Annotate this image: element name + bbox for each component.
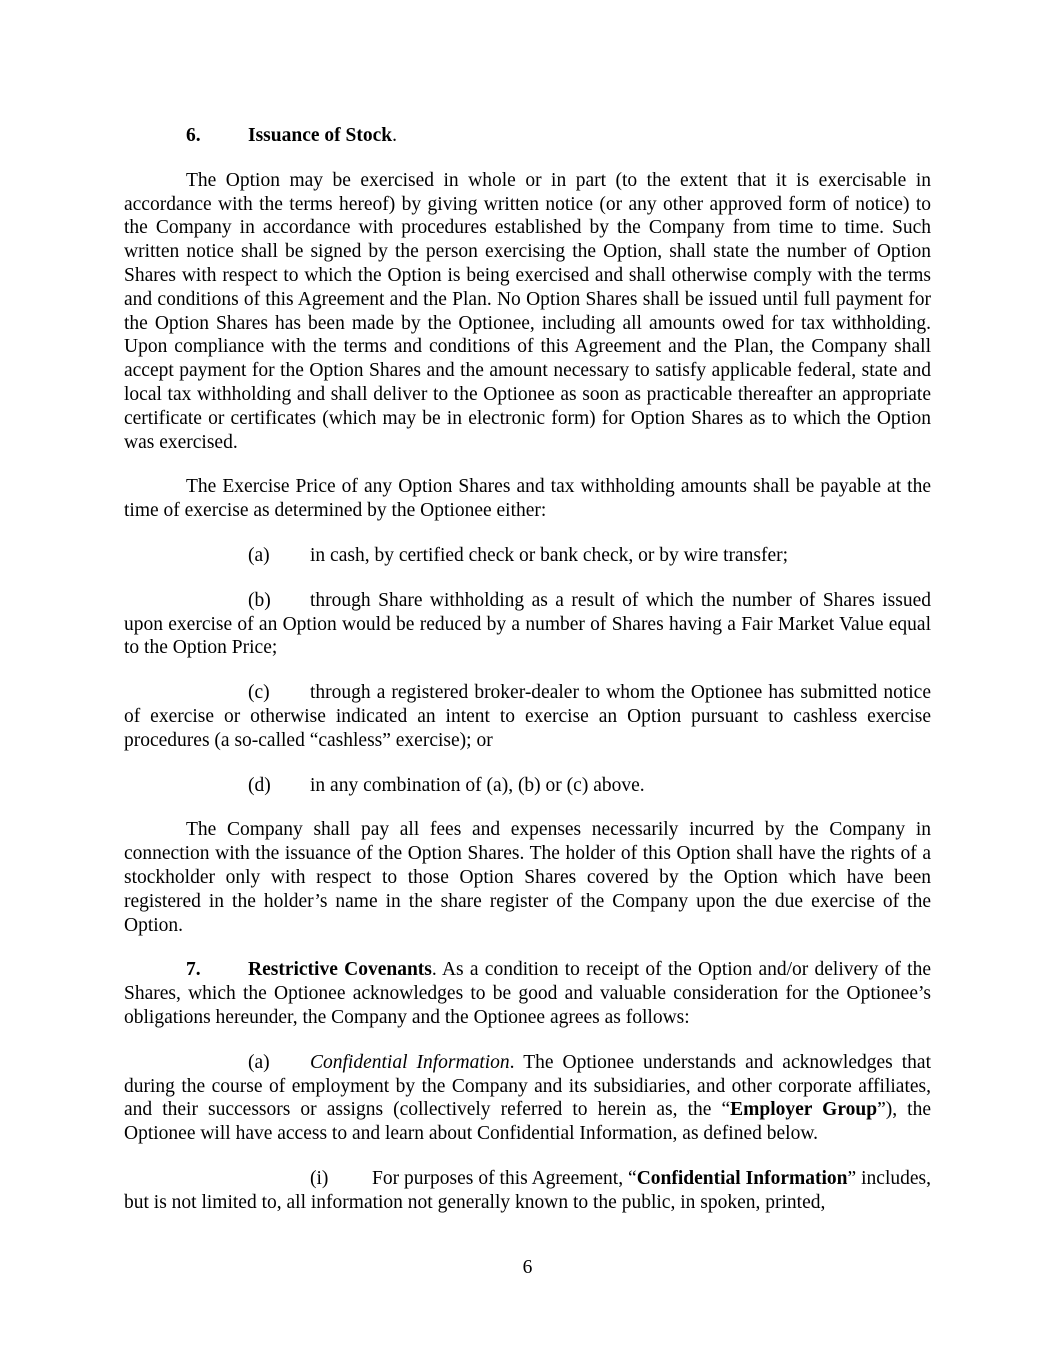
section-7-item-a-text-1: . The Optionee understands and acknowledges that during the course of employment by the Company and its subsidiaries, and other corporate affiliates, and their successors or assigns (collectively referred to herein as, the “ xyxy=(124,1051,931,1121)
section-7-item-a-label: (a) xyxy=(248,1051,270,1073)
section-7-number: 7. xyxy=(186,959,201,981)
section-6-number: 6. xyxy=(186,125,201,146)
page-number: 6 xyxy=(522,1257,533,1278)
section-7-item-i-text-1: For purposes of this Agreement, “ xyxy=(372,1167,637,1189)
section-7-item-a-text-2: ”), the Optionee will have access to and learn about Confidential Information, as defined below. xyxy=(124,1099,931,1145)
list-item-c-text: through a registered broker-dealer to whom the Optionee has submitted notice of exercise or otherwise indicated an intent to exercise an Option pursuant to cashless exercise procedures (a so-called “cashless” exercise); or xyxy=(124,682,931,751)
section-7-title: Restrictive Covenants xyxy=(248,959,432,981)
section-7-item-i xyxy=(124,1167,931,1215)
section-6-title: Issuance of Stock xyxy=(248,125,393,146)
section-7-item-a-term: Employer Group xyxy=(730,1099,878,1121)
section-7-item-i-term: Confidential Information xyxy=(636,1167,848,1189)
section-7-intro: . As a condition to receipt of the Option and/or delivery of the Shares, which the Optionee acknowledges to be good and valuable consideration for the Optionee’s obligations hereunder, the Company and the Optionee agrees as follows: xyxy=(124,959,931,1028)
document-page xyxy=(124,124,931,1214)
section-7-item-a xyxy=(124,1051,931,1146)
section-6-paragraph-1: The Option may be exercised in whole or in part (to the extent that it is exercisable in accordance with the terms hereof) by giving written notice (or any other approved form of notice) to the Company in accordance with procedures established by the Company from time to time. Such written notice shall be signed by the person exercising the Option, shall state the number of Option Shares with respect to which the Option is being exercised and shall otherwise comply with the terms and conditions of this Agreement and the Plan. No Option Shares shall be issued until full payment for the Option Shares has been made by the Optionee, including all amounts owed for tax withholding. Upon compliance with the terms and conditions of this Agreement and the Plan, the Company shall accept payment for the Option Shares and the amount necessary to satisfy applicable federal, state and local tax withholding and shall deliver to the Optionee as soon as practicable thereafter an appropriate certificate or certificates (which may be in electronic form) for Option Shares as to which the Option was exercised. xyxy=(124,169,931,453)
list-item-b-label: (b) xyxy=(248,589,271,611)
list-item-a-text: in cash, by certified check or bank check, or by wire transfer; xyxy=(310,544,789,566)
list-item-d xyxy=(124,774,931,798)
list-item-a xyxy=(124,544,931,568)
list-item-c-label: (c) xyxy=(248,682,270,704)
list-item-d-label: (d) xyxy=(248,774,271,796)
list-item-b-text: through Share withholding as a result of which the number of Shares issued upon exercise of an Option would be reduced by a number of Shares having a Fair Market Value equal to the Option Price; xyxy=(124,589,931,659)
section-6-heading xyxy=(124,124,931,148)
list-item-a-label: (a) xyxy=(248,544,270,566)
list-item-c xyxy=(124,681,931,752)
list-item-d-text: in any combination of (a), (b) or (c) above. xyxy=(310,774,645,796)
section-7-item-i-text-2: ” includes, but is not limited to, all information not generally known to the public, in spoken, printed, xyxy=(124,1167,931,1213)
section-6-paragraph-3: The Company shall pay all fees and expenses necessarily incurred by the Company in connection with the issuance of the Option Shares. The holder of this Option shall have the rights of a stockholder only with respect to those Option Shares covered by the Option which have been registered in the holder’s name in the share register of the Company upon the due exercise of the Option. xyxy=(124,819,931,936)
list-item-b xyxy=(124,589,931,660)
section-7-item-i-label: (i) xyxy=(310,1167,329,1189)
section-6-paragraph-2: The Exercise Price of any Option Shares and tax withholding amounts shall be payable at the time of exercise as determined by the Optionee either: xyxy=(124,476,931,522)
section-6-title-end: . xyxy=(392,125,397,146)
section-7-item-a-title: Confidential Information xyxy=(310,1051,510,1073)
section-7-heading-paragraph xyxy=(124,958,931,1029)
